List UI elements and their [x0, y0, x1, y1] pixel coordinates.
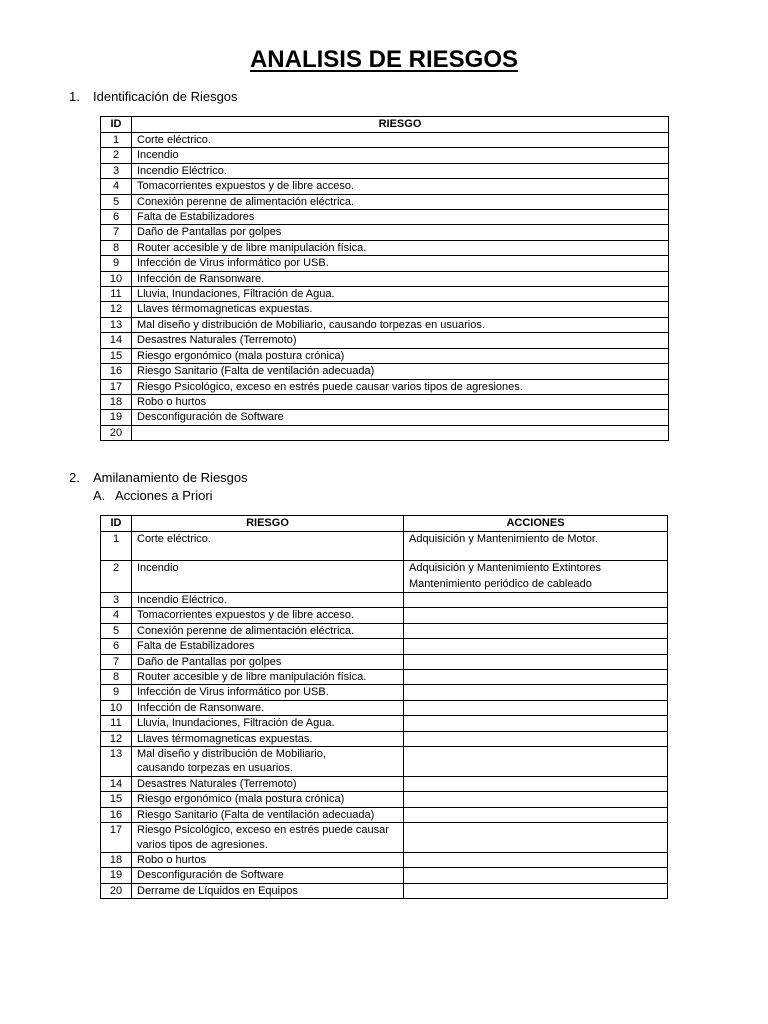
table-row [101, 776, 668, 791]
risk-id-cell: 7 [101, 654, 132, 669]
risk-description-cell: Daño de Pantallas por golpes [132, 225, 669, 240]
table-row [101, 287, 669, 302]
risk-description-cell: Conexión perenne de alimentación eléctrica. [132, 623, 404, 638]
risk-id-cell: 10 [101, 271, 132, 286]
table-row [101, 163, 669, 178]
subsection-a-heading [93, 488, 213, 503]
table-row [101, 379, 669, 394]
risk-description-line: Mal diseño y distribución de Mobiliario, [137, 748, 326, 761]
table-row [101, 561, 668, 593]
table-row [101, 271, 669, 286]
risk-description-cell: Daño de Pantallas por golpes [132, 654, 404, 669]
table-row [101, 348, 669, 363]
table-row [101, 792, 668, 807]
action-cell [404, 532, 668, 561]
risk-id-cell: 14 [101, 333, 132, 348]
table-row [101, 823, 668, 853]
risk-description-cell: Lluvia, Inundaciones, Filtración de Agua. [132, 716, 404, 731]
action-cell [404, 747, 668, 777]
table-row [101, 623, 668, 638]
action-cell [404, 593, 668, 608]
risk-id-cell: 12 [101, 302, 132, 317]
risk-description-cell: Robo o hurtos [132, 852, 404, 867]
column-header-id: ID [101, 117, 132, 133]
column-header-risk: RIESGO [132, 117, 669, 133]
table-row [101, 654, 668, 669]
risk-id-cell: 6 [101, 210, 132, 225]
risk-description-cell [132, 425, 669, 440]
risk-description-cell: Infección de Ransonware. [132, 700, 404, 715]
risk-description-cell: Falta de Estabilizadores [132, 210, 669, 225]
risk-description-line: Riesgo Psicológico, exceso en estrés puede causar [137, 824, 389, 837]
risk-id-cell: 17 [101, 379, 132, 394]
action-cell [404, 639, 668, 654]
table-row [101, 210, 669, 225]
table-row [101, 317, 669, 332]
risk-id-cell: 16 [101, 807, 132, 822]
risk-description-cell: Riesgo ergonómico (mala postura crónica) [132, 792, 404, 807]
section-1-number: 1. [69, 89, 80, 104]
risk-id-cell: 4 [101, 179, 132, 194]
risk-id-cell: 1 [101, 133, 132, 148]
risk-description-line: varios tipos de agresiones. [137, 838, 268, 851]
risk-description-cell: Llaves térmomagneticas expuestas. [132, 302, 669, 317]
action-cell [404, 608, 668, 623]
risk-id-cell: 2 [101, 148, 132, 163]
table-header-row [101, 516, 668, 532]
table-row [101, 593, 668, 608]
risk-id-cell: 17 [101, 823, 132, 853]
action-cell [404, 823, 668, 853]
table-row [101, 302, 669, 317]
risk-description-cell [132, 823, 404, 853]
risk-id-cell: 13 [101, 317, 132, 332]
action-line: Adquisición y Mantenimiento de Motor. [409, 533, 598, 545]
risk-description-cell: Infección de Ransonware. [132, 271, 669, 286]
action-cell [404, 807, 668, 822]
risk-description-cell: Lluvia, Inundaciones, Filtración de Agua. [132, 287, 669, 302]
risk-id-cell: 19 [101, 868, 132, 883]
risk-actions-body [101, 532, 668, 899]
subsection-a-letter: A. [93, 488, 106, 503]
risk-description-cell: Llaves térmomagneticas expuestas. [132, 731, 404, 746]
risk-description-cell: Mal diseño y distribución de Mobiliario, causando torpezas en usuarios. [132, 317, 669, 332]
risk-id-cell: 5 [101, 623, 132, 638]
risk-description-cell: Router accesible y de libre manipulación física. [132, 670, 404, 685]
risk-id-cell: 3 [101, 163, 132, 178]
table-row [101, 148, 669, 163]
risk-description-cell: Derrame de Líquidos en Equipos [132, 883, 404, 898]
risk-description-cell: Incendio [132, 561, 404, 593]
risk-id-cell: 4 [101, 608, 132, 623]
action-cell [404, 716, 668, 731]
risk-id-cell: 9 [101, 685, 132, 700]
action-cell [404, 731, 668, 746]
action-cell [404, 623, 668, 638]
risk-description-cell: Desconfiguración de Software [132, 410, 669, 425]
action-cell [404, 685, 668, 700]
risk-id-cell: 19 [101, 410, 132, 425]
risk-id-cell: 15 [101, 792, 132, 807]
risk-id-cell: 11 [101, 716, 132, 731]
risk-id-cell: 9 [101, 256, 132, 271]
risk-description-cell: Conexión perenne de alimentación eléctrica. [132, 194, 669, 209]
table-header-row [101, 117, 669, 133]
risk-id-cell: 13 [101, 747, 132, 777]
table-row [101, 225, 669, 240]
risk-description-cell: Tomacorrientes expuestos y de libre acceso. [132, 608, 404, 623]
table-row [101, 807, 668, 822]
section-1-heading [69, 89, 238, 104]
section-1-label: Identificación de Riesgos [93, 89, 238, 104]
section-2-label: Amilanamiento de Riesgos [93, 470, 248, 485]
risk-description-cell: Riesgo ergonómico (mala postura crónica) [132, 348, 669, 363]
table-row [101, 670, 668, 685]
risk-description-cell: Desastres Naturales (Terremoto) [132, 776, 404, 791]
risk-description-cell: Robo o hurtos [132, 394, 669, 409]
risk-description-cell: Corte eléctrico. [132, 532, 404, 561]
table-row [101, 133, 669, 148]
table-row [101, 685, 668, 700]
risk-id-cell: 18 [101, 852, 132, 867]
risk-id-cell: 15 [101, 348, 132, 363]
risk-id-cell: 2 [101, 561, 132, 593]
risk-description-cell: Desconfiguración de Software [132, 868, 404, 883]
section-2-heading [69, 470, 248, 485]
table-row [101, 532, 668, 561]
risk-description-cell: Incendio Eléctrico. [132, 163, 669, 178]
table-row [101, 883, 668, 898]
table-row [101, 240, 669, 255]
risk-description-cell: Incendio Eléctrico. [132, 593, 404, 608]
risk-id-cell: 8 [101, 670, 132, 685]
risk-id-cell: 11 [101, 287, 132, 302]
risk-id-cell: 14 [101, 776, 132, 791]
risk-id-cell: 1 [101, 532, 132, 561]
risk-id-cell: 6 [101, 639, 132, 654]
risk-id-cell: 10 [101, 700, 132, 715]
table-row [101, 179, 669, 194]
table-row [101, 410, 669, 425]
column-header-risk: RIESGO [132, 516, 404, 532]
table-row [101, 333, 669, 348]
table-row [101, 852, 668, 867]
action-line: Mantenimiento periódico de cableado [409, 577, 592, 590]
risk-description-cell: Corte eléctrico. [132, 133, 669, 148]
risk-id-cell: 18 [101, 394, 132, 409]
risk-actions-table [100, 515, 668, 899]
table-row [101, 608, 668, 623]
section-2-number: 2. [69, 470, 80, 485]
action-cell [404, 561, 668, 593]
risk-description-cell: Falta de Estabilizadores [132, 639, 404, 654]
column-header-actions: ACCIONES [404, 516, 668, 532]
risk-id-cell: 3 [101, 593, 132, 608]
risk-id-cell: 12 [101, 731, 132, 746]
risk-description-cell: Tomacorrientes expuestos y de libre acceso. [132, 179, 669, 194]
action-cell [404, 700, 668, 715]
table-row [101, 639, 668, 654]
table-row [101, 868, 668, 883]
page-title: ANALISIS DE RIESGOS [249, 46, 519, 73]
action-line: Adquisición y Mantenimiento Extintores [409, 562, 601, 574]
risk-id-cell: 20 [101, 425, 132, 440]
risk-description-cell: Infección de Virus informático por USB. [132, 256, 669, 271]
column-header-id: ID [101, 516, 132, 532]
risk-id-cell: 7 [101, 225, 132, 240]
action-cell [404, 883, 668, 898]
risk-identification-body [101, 133, 669, 441]
action-cell [404, 868, 668, 883]
action-cell [404, 776, 668, 791]
risk-description-line: causando torpezas en usuarios. [137, 762, 293, 775]
table-row [101, 394, 669, 409]
table-row [101, 700, 668, 715]
risk-id-cell: 5 [101, 194, 132, 209]
risk-description-cell: Riesgo Sanitario (Falta de ventilación adecuada) [132, 807, 404, 822]
action-cell [404, 852, 668, 867]
subsection-a-label: Acciones a Priori [115, 488, 213, 503]
table-row [101, 731, 668, 746]
action-cell [404, 670, 668, 685]
action-cell [404, 792, 668, 807]
risk-description-cell: Riesgo Psicológico, exceso en estrés puede causar varios tipos de agresiones. [132, 379, 669, 394]
risk-description-cell: Incendio [132, 148, 669, 163]
risk-description-cell: Desastres Naturales (Terremoto) [132, 333, 669, 348]
risk-description-cell: Router accesible y de libre manipulación física. [132, 240, 669, 255]
risk-identification-table [100, 116, 669, 441]
table-row [101, 747, 668, 777]
risk-description-cell: Infección de Virus informático por USB. [132, 685, 404, 700]
risk-id-cell: 20 [101, 883, 132, 898]
action-cell [404, 654, 668, 669]
table-row [101, 425, 669, 440]
risk-id-cell: 16 [101, 364, 132, 379]
table-row [101, 716, 668, 731]
risk-description-cell [132, 747, 404, 777]
risk-id-cell: 8 [101, 240, 132, 255]
table-row [101, 256, 669, 271]
risk-description-cell: Riesgo Sanitario (Falta de ventilación adecuada) [132, 364, 669, 379]
table-row [101, 364, 669, 379]
table-row [101, 194, 669, 209]
